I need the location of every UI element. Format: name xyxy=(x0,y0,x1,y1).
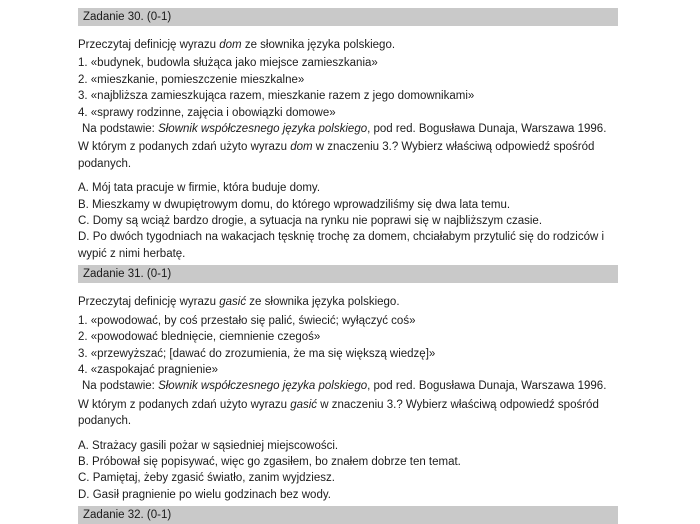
source-title-italic: Słownik współczesnego języka polskiego xyxy=(158,380,368,393)
task-zadanie-30 xyxy=(78,8,618,262)
task-zadanie-32 xyxy=(78,506,618,524)
task-31-option-a: A. Strażacy gasili pożar w sąsiedniej miejscowości. xyxy=(78,439,339,452)
task-30-source-note xyxy=(78,121,618,137)
definition-item-3: 3. «przewyższać; [dawać do zrozumienia, że ma się większą wiedzę]» xyxy=(78,347,436,360)
task-31-header: Zadanie 31. (0-1) xyxy=(78,265,618,283)
intro-text: Przeczytaj definicję wyrazu xyxy=(78,296,220,309)
intro-text: ze słownika języka polskiego. xyxy=(246,296,400,309)
source-title-italic: Słownik współczesnego języka polskiego xyxy=(158,123,368,136)
question-text: W którym z podanych zdań użyto wyrazu xyxy=(78,141,291,154)
definition-item-3: 3. «najbliższa zamieszkująca razem, mieszkanie razem z jego domownikami» xyxy=(78,90,475,103)
source-text: , pod red. Bogusława Dunaja, Warszawa 1996. xyxy=(367,380,607,393)
task-31-options-list xyxy=(78,438,618,504)
task-31-option-b: B. Próbował się popisywać, więc go zgasiłem, bo znałem dobrze ten temat. xyxy=(78,455,461,468)
task-31-option-c: C. Pamiętaj, żeby zgasić światło, zanim wyjdziesz. xyxy=(78,472,335,485)
task-30-intro xyxy=(78,37,618,53)
task-30-option-c: C. Domy są wciąż bardzo drogie, a sytuacja na rynku nie poprawi się w najbliższym czasie. xyxy=(78,215,543,228)
definition-item-1: 1. «powodować, by coś przestało się palić, świecić; wyłączyć coś» xyxy=(78,314,416,327)
task-31-question xyxy=(78,397,618,430)
task-32-header: Zadanie 32. (0-1) xyxy=(78,506,618,524)
task-zadanie-31 xyxy=(78,265,618,503)
task-30-definitions-list xyxy=(78,55,618,121)
question-keyword-italic: gasić xyxy=(290,398,318,411)
question-text: w znaczeniu 3.? Wybierz właściwą odpowiedź spośród podanych. xyxy=(78,398,599,428)
definition-item-1: 1. «budynek, budowla służąca jako miejsce zamieszkania» xyxy=(78,57,378,70)
task-31-intro xyxy=(78,294,618,310)
definition-item-4: 4. «zaspokajać pragnienie» xyxy=(78,363,219,376)
source-text: Na podstawie: xyxy=(82,123,159,136)
task-31-option-d: D. Gasił pragnienie po wielu godzinach bez wody. xyxy=(78,488,331,501)
task-30-header: Zadanie 30. (0-1) xyxy=(78,8,618,26)
intro-text: Przeczytaj definicję wyrazu xyxy=(78,39,220,51)
question-text: W którym z podanych zdań użyto wyrazu xyxy=(78,398,291,411)
intro-text: ze słownika języka polskiego. xyxy=(241,39,396,51)
question-text: w znaczeniu 3.? Wybierz właściwą odpowiedź spośród podanych. xyxy=(78,141,595,170)
source-text: Na podstawie: xyxy=(82,380,159,393)
task-30-option-d: D. Po dwóch tygodniach na wakacjach tęsknię trochę za domem, chciałabym przytulić się do rodziców i wypić z nimi herbatę. xyxy=(78,231,605,260)
task-30-option-a: A. Mój tata pracuje w firmie, która buduje domy. xyxy=(78,182,321,195)
intro-keyword-italic: gasić xyxy=(219,296,247,309)
definition-item-4: 4. «sprawy rodzinne, zajęcia i obowiązki domowe» xyxy=(78,106,336,119)
question-keyword-italic: dom xyxy=(290,141,313,154)
task-30-option-b: B. Mieszkamy w dwupiętrowym domu, do którego wprowadziliśmy się dwa lata temu. xyxy=(78,198,511,211)
task-31-source-note xyxy=(78,378,618,394)
definition-item-2: 2. «powodować blednięcie, ciemnienie czegoś» xyxy=(78,331,321,344)
definition-item-2: 2. «mieszkanie, pomieszczenie mieszkalne» xyxy=(78,73,305,86)
task-30-question xyxy=(78,139,618,172)
source-text: , pod red. Bogusława Dunaja, Warszawa 1996. xyxy=(367,123,607,136)
task-31-definitions-list xyxy=(78,313,618,379)
intro-keyword-italic: dom xyxy=(219,39,242,51)
task-30-options-list xyxy=(78,180,618,262)
